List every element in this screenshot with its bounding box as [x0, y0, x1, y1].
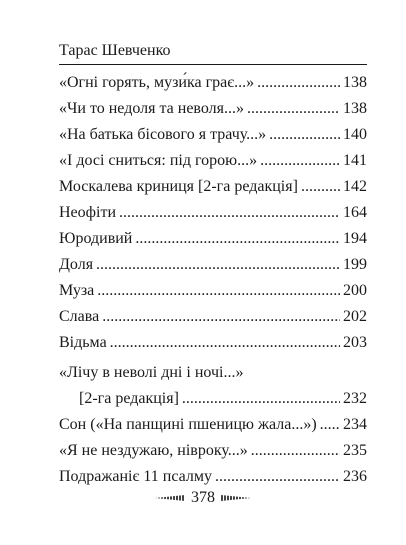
- toc-entry-page: 140: [343, 126, 367, 143]
- dot-leader: [110, 330, 340, 356]
- toc-entry-title: «Я не нездужаю, нівроку...»: [59, 442, 248, 459]
- dot-leader: [247, 96, 340, 122]
- toc-entry-page: 202: [343, 308, 367, 325]
- toc-entry-title: Сон («На панщині пшеницю жала...»): [59, 416, 317, 433]
- toc-entry-page: 232: [343, 390, 367, 407]
- header-rule: [59, 64, 367, 65]
- toc-entry-page: 200: [343, 282, 367, 299]
- toc-entry-title: Муза: [59, 282, 95, 299]
- dot-leader: [97, 278, 340, 304]
- toc-entry: [59, 148, 367, 174]
- toc-entry-title: Відьма: [59, 334, 107, 351]
- toc-entry-title: Подражаніє 11 псалму: [59, 468, 212, 485]
- toc-entry-page: 194: [343, 230, 367, 247]
- dot-leader: [320, 412, 340, 438]
- toc-entry-title-continuation: [2-га редакція]: [79, 390, 179, 407]
- dot-leader: [257, 70, 340, 96]
- toc-entry: [59, 464, 367, 490]
- toc-entry: [59, 200, 367, 226]
- toc-entry-page: 203: [343, 334, 367, 351]
- dot-leader: [301, 174, 340, 200]
- right-ornament-icon: [221, 495, 251, 501]
- dot-leader: [182, 386, 340, 412]
- toc-entry-page: 236: [343, 468, 367, 485]
- running-header-author: Тарас Шевченко: [59, 42, 171, 59]
- toc-entry-title: «І досі сниться: під горою...»: [59, 152, 258, 169]
- dot-leader: [135, 226, 340, 252]
- left-ornament-icon: [155, 495, 185, 501]
- table-of-contents: [59, 70, 367, 490]
- toc-entry: [59, 304, 367, 330]
- dot-leader: [102, 304, 340, 330]
- toc-entry: [59, 226, 367, 252]
- page-number: 378: [191, 489, 215, 506]
- toc-entry-page: 141: [343, 152, 367, 169]
- toc-entry: [59, 412, 367, 438]
- toc-entry-title: «Чи то недоля та неволя...»: [59, 100, 244, 117]
- toc-entry-title: «Огні горять, музи́ка грає...»: [59, 74, 255, 91]
- toc-entry-title: «Лічу в неволі дні і ночі...»: [59, 364, 244, 381]
- toc-entry-title: Москалева криниця [2-га редакція]: [59, 178, 298, 195]
- toc-entry: [59, 96, 367, 122]
- toc-entry: [59, 278, 367, 304]
- toc-entry: [59, 70, 367, 96]
- toc-entry: [59, 252, 367, 278]
- toc-entry-page: 235: [343, 442, 367, 459]
- toc-entry-title: Юродивий: [59, 230, 133, 247]
- toc-entry-page: 164: [343, 204, 367, 221]
- dot-leader: [215, 464, 340, 490]
- toc-entry: [59, 360, 367, 386]
- toc-entry: [59, 330, 367, 356]
- page-footer: [0, 488, 406, 508]
- toc-entry-continuation: [59, 386, 367, 412]
- toc-entry-title: «На батька бісового я трачу...»: [59, 126, 267, 143]
- toc-entry-page: 138: [343, 74, 367, 91]
- toc-entry-title: Неофіти: [59, 204, 117, 221]
- dot-leader: [119, 200, 340, 226]
- dot-leader: [251, 438, 340, 464]
- toc-entry-title: Доля: [59, 256, 94, 273]
- toc-entry-page: 234: [343, 416, 367, 433]
- toc-entry: [59, 174, 367, 200]
- dot-leader: [96, 252, 340, 278]
- toc-entry: [59, 122, 367, 148]
- dot-leader: [269, 122, 340, 148]
- toc-entry: [59, 438, 367, 464]
- toc-entry-page: 138: [343, 100, 367, 117]
- toc-entry-page: 142: [343, 178, 367, 195]
- toc-entry-title: Слава: [59, 308, 100, 325]
- toc-entry-page: 199: [343, 256, 367, 273]
- dot-leader: [260, 148, 340, 174]
